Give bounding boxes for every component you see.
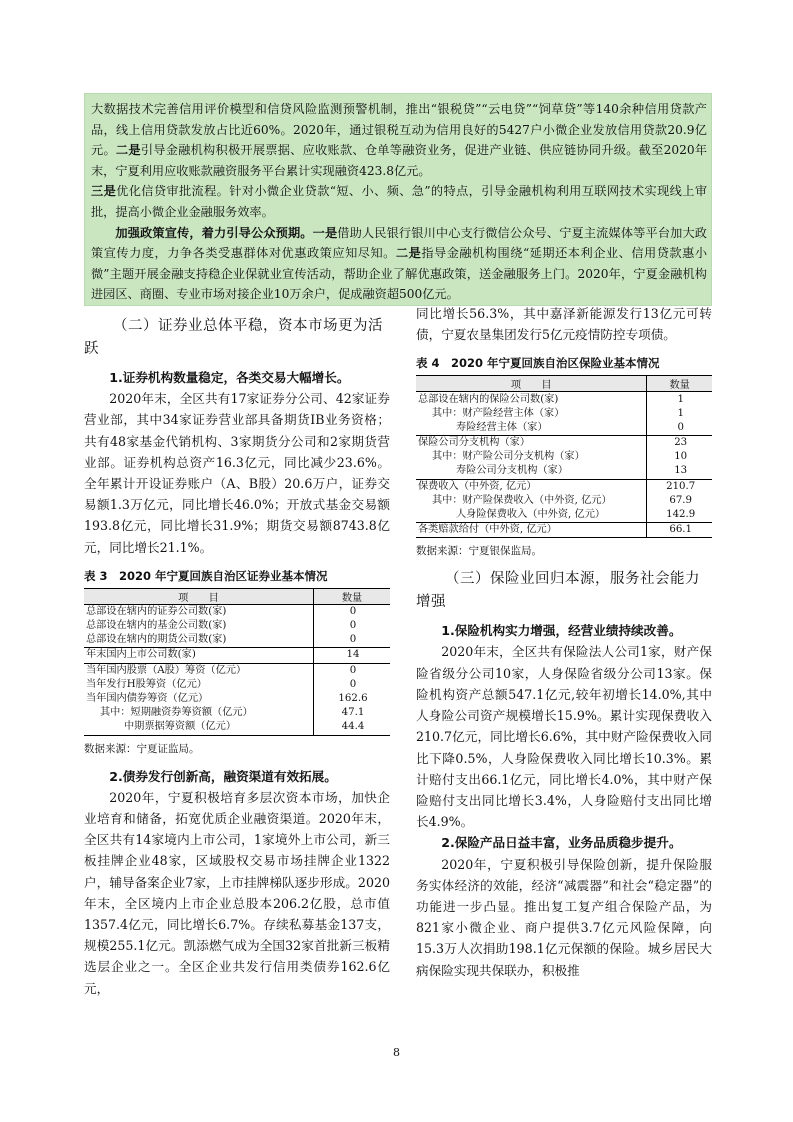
highlight-paragraph-1 (91, 99, 707, 223)
table-row (84, 619, 390, 633)
table-row (416, 421, 712, 436)
highlight-bold: 二是 (395, 246, 422, 261)
row-value: 47.1 (314, 706, 391, 720)
paragraph-securities-1: 2020年末，全区共有17家证券分公司、42家证券营业部，其中34家证券营业部具备期货IB业务资格；共有48家基金代销机构、3家期货分公司和2家期货营业部。证券机构总资产16.3亿元，同比减少23.6%。全年累计开设证券账户（A、B股）20.6万户，证券交易额1.3万亿元，同比增长46.0%；开放式基金交易额193.8亿元，同比增长31.9%；期货交易额8743.8亿元，同比增长21.1%。 (84, 391, 390, 555)
subheading-insurance-1: 1.保险机构实力增强，经营业绩持续改善。 (441, 623, 682, 639)
highlight-text: 指导金融机构围绕“延期还本利企业、信用贷款惠小微”主题开展金融支持稳企业保就业宣传活动，帮助企业了解优惠政策，送金融服务上门。2020年，宁夏金融机构进园区、商圈、专业市场对接企业10万余户，促成融资超500亿元。 (91, 246, 708, 302)
right-column (416, 303, 712, 981)
row-label: 其中：短期融资券筹资额（亿元） (100, 707, 253, 719)
row-label: 保费收入（中外资, 亿元） (416, 479, 647, 494)
highlight-text: 大数据技术完善信用评价模型和信贷风险监测预警机制，推出“银税贷”“云电贷”“饲草贷”等140余种信用贷款产品，线上信用贷款发放占比近60%。2020年，通过银税互动为信用良好的5427户小微企业发放信用贷款20.9亿元。 (91, 102, 707, 158)
row-value: 10 (647, 450, 712, 464)
row-label: 寿险公司分支机构（家） (456, 465, 569, 477)
row-label: 总部设在辖内的证券公司数(家) (86, 605, 227, 617)
row-value: 23 (647, 435, 712, 450)
paragraph-securities-2: 2020年，宁夏积极培育多层次资本市场，加快企业培育和储备，拓宽优质企业融资渠道。2020年末，全区共有14家境内上市公司，1家境外上市公司，新三板挂牌企业48家，区域股权交易市场挂牌企业1322户，辅导备案企业7家，上市挂牌梯队逐步形成。2020年末，全区境内上市企业总股本206.2亿股，总市值1357.4亿元，同比增长6.7%。存续私募基金137支，规模255.1亿元。凯添燃气成为全国32家首批新三板精选层企业之一。全区企业共发行信用类债券162.6亿元， (84, 789, 390, 996)
table-row (84, 648, 390, 663)
row-label: 总部设在辖内的保险公司数(家) (418, 393, 559, 405)
paragraph-continued: 同比增长56.3%，其中嘉泽新能源发行13亿元可转债，宁夏农垦集团发行5亿元疫情防控专项债。 (416, 306, 712, 343)
highlight-bold: 二是 (115, 143, 141, 158)
table-row (84, 720, 390, 735)
highlight-text: 引导金融机构积极开展票据、应收账款、仓单等融资业务，促进产业链、供应链协同升级。截至2020年末，宁夏利用应收账款融资服务平台累计实现融资423.8亿元。 (91, 143, 708, 178)
row-value: 162.6 (314, 692, 391, 706)
row-label: 人身险保费收入（中外资, 亿元） (456, 509, 606, 520)
table-row (84, 692, 390, 706)
highlight-text: 优化信贷审批流程。针对小微企业贷款“短、小、频、急”的特点，引导金融机构利用互联网技术实现线上审批，提高小微企业金融服务效率。 (91, 184, 708, 219)
row-value: 1 (647, 392, 712, 407)
table-row (84, 663, 390, 678)
row-value: 13 (647, 464, 712, 479)
row-value: 1 (647, 407, 712, 421)
row-label: 各类赔款给付（中外资, 亿元） (416, 523, 647, 538)
row-label: 当年国内股票（A股）筹资（亿元） (84, 663, 314, 678)
row-value: 66.1 (647, 523, 712, 538)
row-value: 0 (314, 619, 391, 633)
subheading-securities-1: 1.证券机构数量稳定，各类交易大幅增长。 (109, 370, 350, 385)
row-label: 其中：财产险经营主体（家） (432, 407, 565, 419)
row-label: 中期票据筹资额（亿元） (84, 720, 314, 735)
row-value: 0 (314, 604, 391, 619)
row-value: 0 (314, 678, 391, 692)
row-value: 0 (647, 421, 712, 436)
highlight-bold: 加强政策宣传，着力引导公众预期。一是 (115, 225, 338, 240)
table3-source: 数据来源：宁夏证监局。 (84, 742, 200, 755)
table-row (416, 435, 712, 450)
row-value: 14 (314, 648, 391, 663)
left-column (84, 311, 390, 999)
subheading-insurance-2: 2.保险产品日益丰富，业务品质稳步提升。 (441, 835, 682, 851)
table-row (416, 450, 712, 464)
row-value: 67.9 (647, 494, 712, 508)
table-row (84, 706, 390, 720)
row-value: 142.9 (647, 508, 712, 523)
row-value: 44.4 (314, 720, 391, 735)
table3-caption: 表 3 2020 年宁夏回族自治区证券业基本情况 (84, 568, 328, 583)
section-title-securities: （二）证券业总体平稳，资本市场更为活跃 (84, 318, 383, 357)
table4 (416, 375, 712, 538)
table-row (84, 678, 390, 692)
paragraph-insurance-2: 2020年，宁夏积极引导保险创新，提升保险服务实体经济的效能，经济“减震器”和社会“稳定器”的功能进一步凸显。推出复工复产组合保险产品，为821家小微企业、商户提供3.7亿元风险保障，向15.3万人次捐助198.1亿元保额的保险。城乡居民大病保险实现共保联办，积极推 (416, 856, 712, 978)
row-label: 其中：财产险公司分支机构（家） (432, 451, 585, 463)
table-header-value: 数量 (647, 376, 712, 392)
table-header-value: 数量 (314, 588, 391, 604)
table-row (416, 392, 712, 407)
table4-caption: 表 4 2020 年宁夏回族自治区保险业基本情况 (416, 356, 660, 371)
table4-source: 数据来源：宁夏银保监局。 (416, 545, 542, 558)
table-row (416, 494, 712, 508)
row-label: 寿险经营主体（家） (456, 421, 548, 433)
table-row (84, 633, 390, 648)
highlight-paragraph-2 (91, 223, 707, 305)
row-label: 其中：财产险保费收入（中外资, 亿元） (432, 494, 612, 506)
paragraph-insurance-1: 2020年末，全区共有保险法人公司1家，财产保险省级分公司10家，人身保险省级分公司13家。保险机构资产总额547.1亿元,较年初增长14.0%,其中人身险公司资产规模增长15.9%。累计实现保费收入210.7亿元，同比增长6.6%，其中财产险保费收入同比下降0.5%，人身险保费收入同比增长10.3%。累计赔付支出66.1亿元，同比增长4.0%，其中财产保险赔付支出同比增长3.4%，人身险赔付支出同比增长4.9%。 (416, 644, 712, 830)
table-header-item: 项 目 (416, 376, 647, 392)
table-header-item: 项 目 (84, 588, 314, 604)
table-row (416, 523, 712, 538)
row-label: 当年发行H股筹资（亿元） (86, 678, 207, 690)
row-value: 0 (314, 663, 391, 678)
table-row (416, 479, 712, 494)
row-label: 总部设在辖内的基金公司数(家) (86, 620, 227, 632)
row-value: 210.7 (647, 479, 712, 494)
table-header-row (84, 588, 390, 604)
row-value: 0 (314, 633, 391, 648)
table-row (84, 604, 390, 619)
row-label: 年末国内上市公司数(家) (84, 648, 314, 663)
highlight-bold: 三是 (91, 184, 117, 199)
table-row (416, 407, 712, 421)
row-label: 当年国内债券筹资（亿元） (86, 693, 209, 705)
table-row (416, 464, 712, 479)
highlighted-passage (84, 93, 712, 306)
page-number: 8 (393, 1046, 400, 1059)
row-label: 总部设在辖内的期货公司数(家) (86, 634, 227, 646)
subheading-securities-2: 2.债券发行创新高，融资渠道有效拓展。 (109, 768, 337, 784)
highlight-text: 借助人民银行银川中心支行微信公众号、宁夏主流媒体等平台加大政策宣传力度，力争各类受惠群体对优惠政策应知尽知。 (91, 225, 707, 261)
table-header-row (416, 376, 712, 392)
row-label: 保险公司分支机构（家） (416, 435, 647, 450)
table-row (416, 508, 712, 523)
section-title-insurance: （三）保险业回归本源，服务社会能力增强 (416, 571, 700, 611)
table3 (84, 588, 390, 736)
